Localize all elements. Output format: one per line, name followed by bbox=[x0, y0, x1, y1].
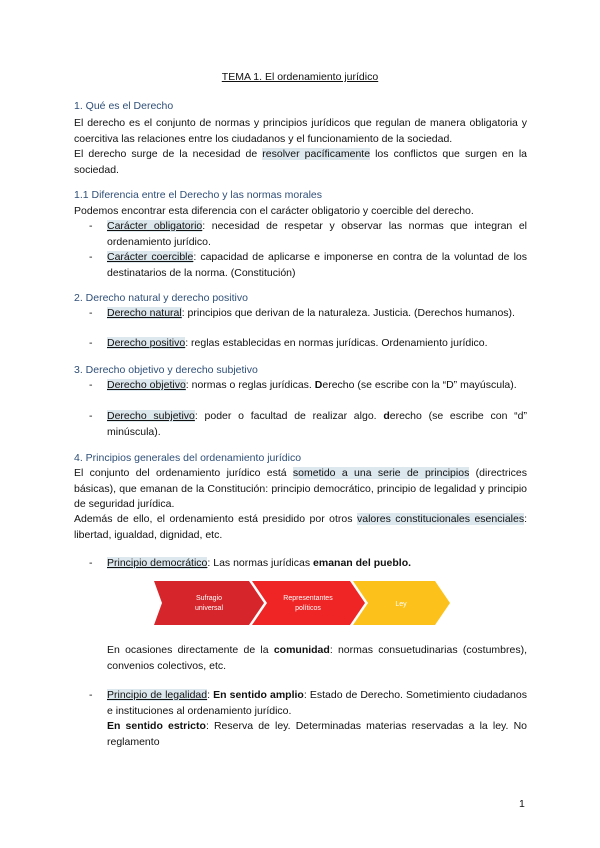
section-1-paragraph-1: El derecho es el conjunto de normas y principios jurídicos que regulan de manera obligatoria y coercitiva las relaciones entre los ciudadanos y el funcionamiento de la sociedad. bbox=[74, 117, 527, 145]
list-item: - Carácter obligatorio: necesidad de respetar y observar las normas que integran el ordenamiento jurídico. bbox=[89, 220, 527, 248]
page-number: 1 bbox=[519, 798, 525, 810]
section-1-1-intro: Podemos encontrar esta diferencia con el carácter obligatorio y coercible del derecho. bbox=[74, 205, 474, 217]
section-3-heading: 3. Derecho objetivo y derecho subjetivo bbox=[74, 364, 258, 376]
process-chevron-diagram bbox=[154, 581, 450, 625]
list-item: - Carácter coercible: capacidad de aplicarse e imponerse en contra de la voluntad de los destinatarios de la norma. (Constitución) bbox=[89, 251, 528, 279]
section-4-heading: 4. Principios generales del ordenamiento jurídico bbox=[74, 452, 302, 464]
chevron-label: políticos bbox=[295, 605, 321, 612]
list-item-principio-democratico: - Principio democrático: Las normas jurídicas emanan del pueblo. bbox=[89, 557, 412, 569]
chevron-label: Representantes bbox=[283, 595, 333, 602]
chevron-step-representantes bbox=[252, 581, 365, 625]
comunidad-paragraph: En ocasiones directamente de la comunidad: normas consuetudinarias (costumbres), convenios colectivos, etc. bbox=[107, 644, 527, 672]
list-item: - Derecho subjetivo: poder o facultad de realizar algo. derecho (se escribe con “d” minúscula). bbox=[89, 410, 527, 438]
section-1-1-heading: 1.1 Diferencia entre el Derecho y las normas morales bbox=[74, 189, 323, 201]
chevron-label: Ley bbox=[395, 601, 407, 608]
highlight: resolver pacíficamente bbox=[262, 148, 371, 160]
section-1-heading: 1. Qué es el Derecho bbox=[74, 100, 174, 112]
section-4-paragraph-1: El conjunto del ordenamiento jurídico está sometido a una serie de principios (directrices básicas), que emanan de la Constitución: principio democrático, principio de legalidad y principio de seguridad jurídica. bbox=[74, 467, 527, 510]
list-item: - Derecho objetivo: normas o reglas jurídicas. Derecho (se escribe con la “D” mayúscula). bbox=[89, 379, 517, 391]
page-title: TEMA 1. El ordenamiento jurídico bbox=[221, 71, 379, 83]
list-item-principio-legalidad: - Principio de legalidad: En sentido amplio: Estado de Derecho. Sometimiento ciudadanos e instituciones al ordenamiento jurídico. En sentido estricto: Reserva de ley. Determinadas materias reservadas a la ley. No reglamento bbox=[89, 689, 527, 748]
section-1-paragraph-2: El derecho surge de la necesidad de resolver pacíficamente los conflictos que surgen en la sociedad. bbox=[74, 148, 527, 176]
list-item: - Derecho positivo: reglas establecidas en normas jurídicas. Ordenamiento jurídico. bbox=[89, 337, 488, 349]
chevron-label: Sufragio bbox=[195, 595, 223, 602]
section-4-paragraph-2: Además de ello, el ordenamiento está presidido por otros valores constitucionales esenciales: libertad, igualdad, dignidad, etc. bbox=[74, 513, 528, 541]
chevron-step-sufragio bbox=[154, 581, 264, 625]
section-2-heading: 2. Derecho natural y derecho positivo bbox=[74, 292, 248, 304]
list-item: - Derecho natural: principios que derivan de la naturaleza. Justicia. (Derechos humanos). bbox=[89, 307, 515, 319]
chevron-label: universal bbox=[194, 605, 224, 612]
